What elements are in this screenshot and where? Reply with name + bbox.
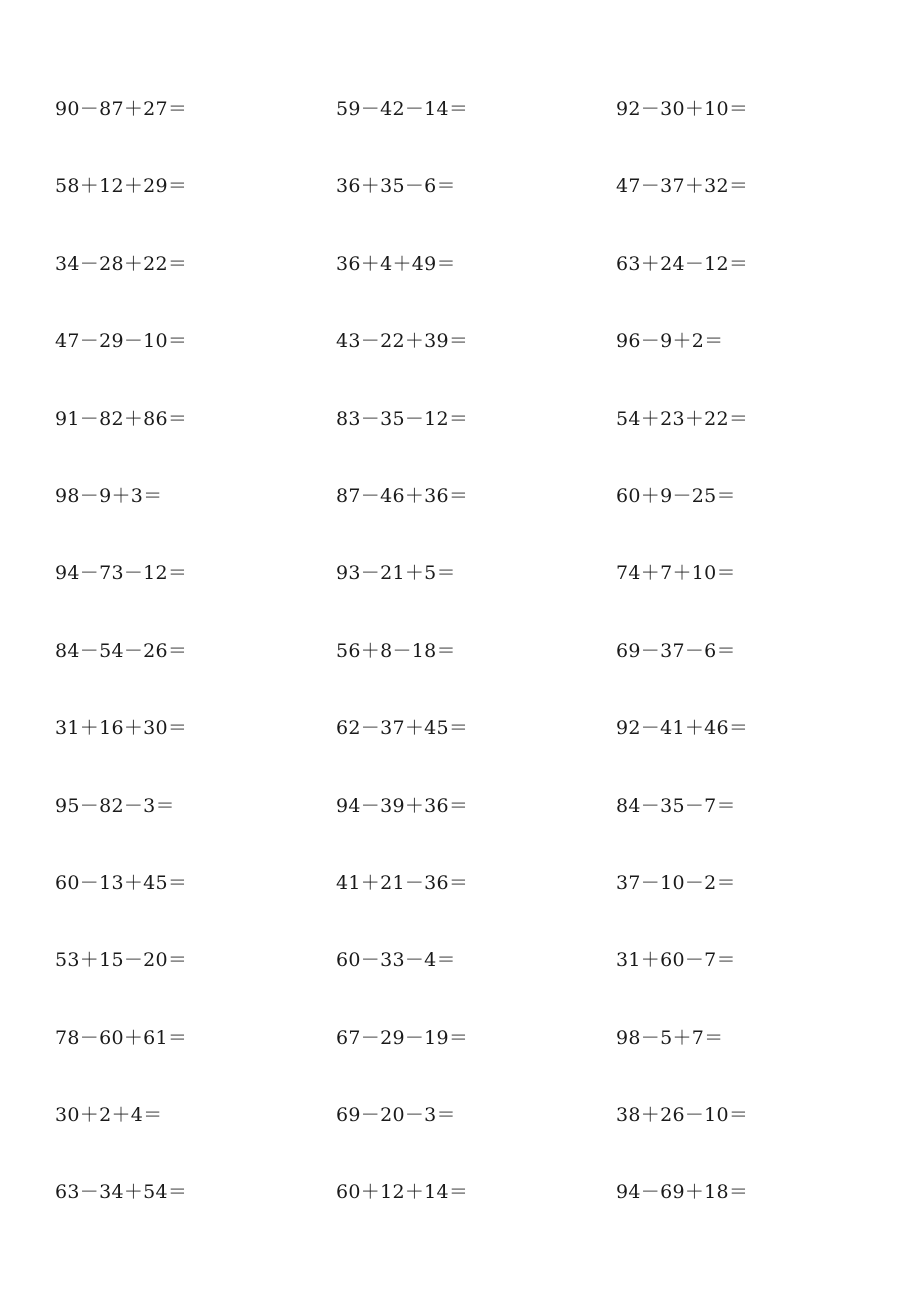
problem-11: 43－22＋39＝ — [336, 330, 469, 353]
problem-41: 69－20－3＝ — [336, 1104, 456, 1127]
problem-43: 63－34＋54＝ — [55, 1181, 188, 1204]
problem-2: 59－42－14＝ — [336, 98, 469, 120]
problem-20: 93－21＋5＝ — [336, 562, 456, 585]
problem-42: 38＋26－10＝ — [616, 1104, 749, 1127]
problem-19: 94－73－12＝ — [55, 562, 188, 585]
problem-35: 60－33－4＝ — [336, 949, 456, 972]
problem-21: 74＋7＋10＝ — [616, 562, 736, 585]
problem-39: 98－5＋7＝ — [616, 1026, 724, 1049]
problem-25: 31＋16＋30＝ — [55, 717, 188, 740]
problem-9: 63＋24－12＝ — [616, 252, 749, 275]
problem-3: 92－30＋10＝ — [616, 98, 749, 120]
problem-36: 31＋60－7＝ — [616, 949, 736, 972]
problem-44: 60＋12＋14＝ — [336, 1181, 469, 1204]
problem-23: 56＋8－18＝ — [336, 639, 456, 662]
problem-32: 41＋21－36＝ — [336, 871, 469, 894]
arithmetic-problem-grid — [55, 92, 895, 1253]
problem-24: 69－37－6＝ — [616, 639, 736, 662]
problem-38: 67－29－19＝ — [336, 1026, 469, 1049]
problem-29: 94－39＋36＝ — [336, 794, 469, 817]
problem-17: 87－46＋36＝ — [336, 484, 469, 507]
problem-45: 94－69＋18＝ — [616, 1181, 749, 1204]
problem-1: 90－87＋27＝ — [55, 98, 188, 120]
problem-7: 34－28＋22＝ — [55, 252, 188, 275]
problem-40: 30＋2＋4＝ — [55, 1104, 163, 1127]
problem-8: 36＋4＋49＝ — [336, 252, 456, 275]
problem-34: 53＋15－20＝ — [55, 949, 188, 972]
problem-27: 92－41＋46＝ — [616, 717, 749, 740]
problem-16: 98－9＋3＝ — [55, 484, 163, 507]
problem-6: 47－37＋32＝ — [616, 175, 749, 198]
problem-15: 54＋23＋22＝ — [616, 407, 749, 430]
problem-33: 37－10－2＝ — [616, 871, 736, 894]
problem-26: 62－37＋45＝ — [336, 717, 469, 740]
problem-12: 96－9＋2＝ — [616, 330, 724, 353]
problem-10: 47－29－10＝ — [55, 330, 188, 353]
problem-4: 58＋12＋29＝ — [55, 175, 188, 198]
problem-18: 60＋9－25＝ — [616, 484, 736, 507]
problem-5: 36＋35－6＝ — [336, 175, 456, 198]
problem-28: 95－82－3＝ — [55, 794, 175, 817]
problem-37: 78－60＋61＝ — [55, 1026, 188, 1049]
problem-31: 60－13＋45＝ — [55, 871, 188, 894]
problem-14: 83－35－12＝ — [336, 407, 469, 430]
problem-13: 91－82＋86＝ — [55, 407, 188, 430]
problem-22: 84－54－26＝ — [55, 639, 188, 662]
problem-30: 84－35－7＝ — [616, 794, 736, 817]
